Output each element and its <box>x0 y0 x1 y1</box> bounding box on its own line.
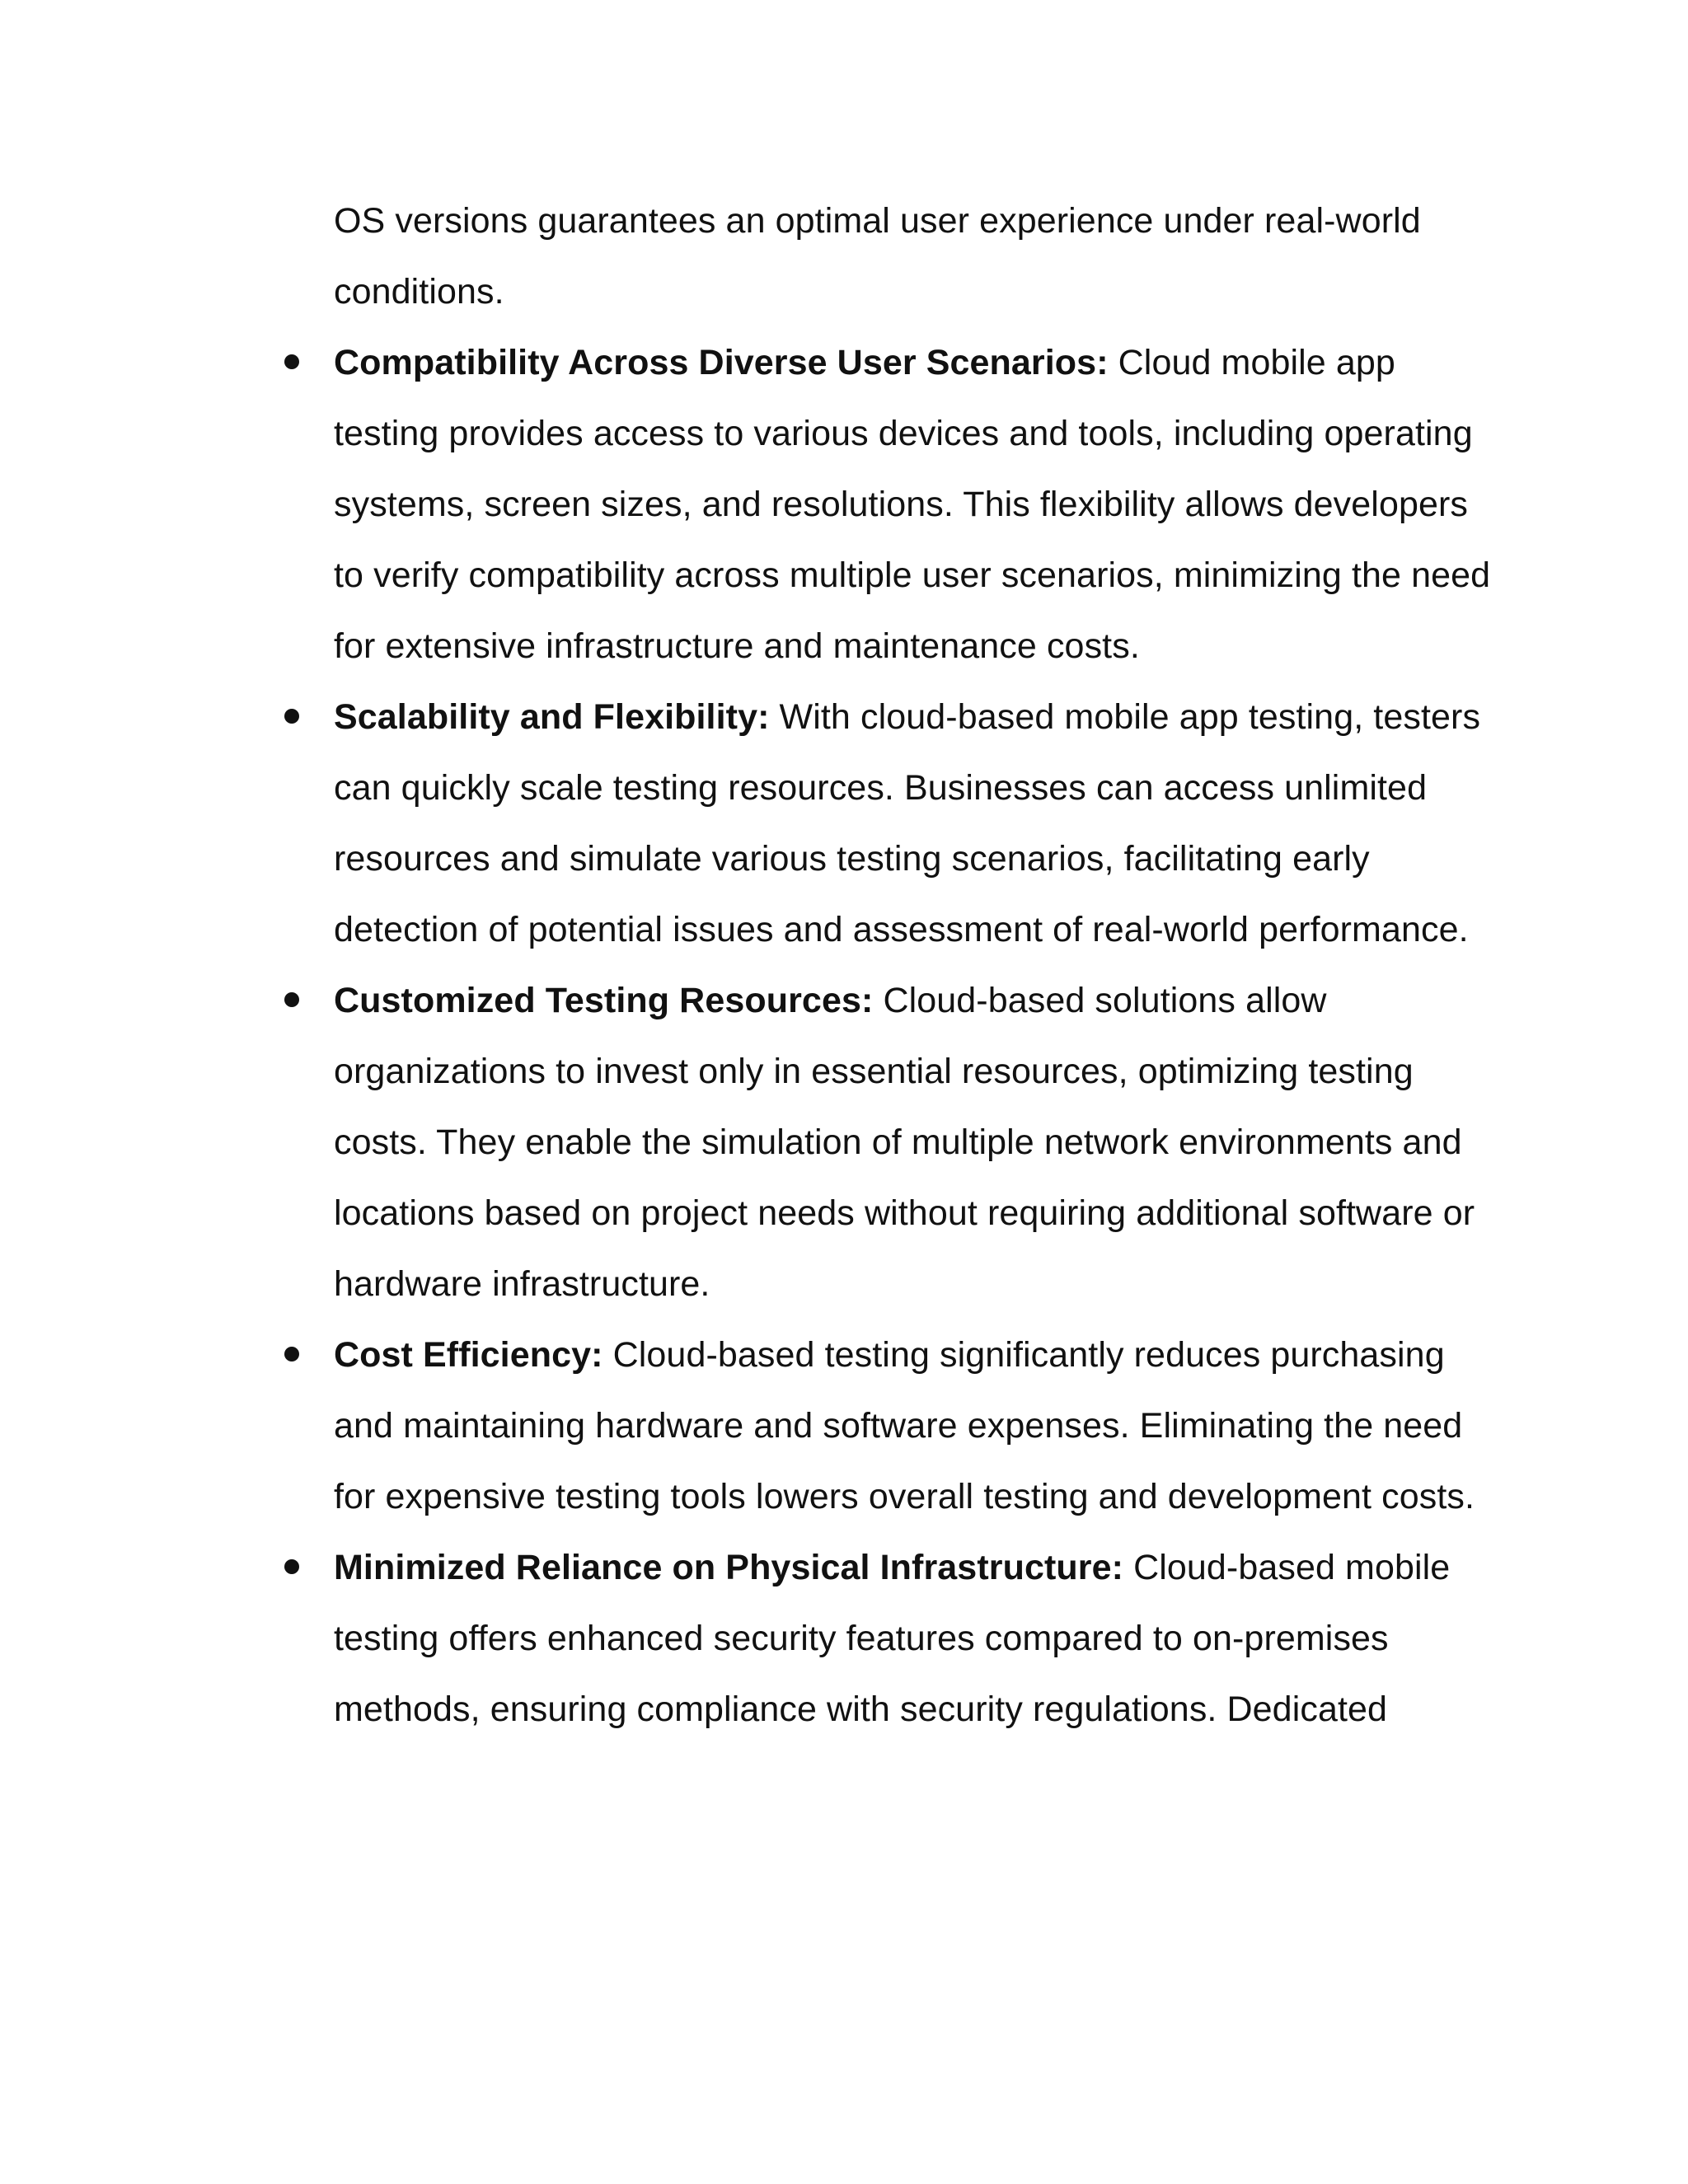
bullet-icon <box>284 1347 299 1361</box>
continuation-paragraph: OS versions guarantees an optimal user experience under real-world conditions. <box>334 201 1421 312</box>
bullet-term: Compatibility Across Diverse User Scenarios: <box>334 343 1118 382</box>
list-item-scalability <box>334 682 1492 965</box>
bullet-text: Cloud mobile app testing provides access to various devices and tools, including operating systems, screen sizes, and resolutions. This flexibility allows developers to verify compatibility across multiple user scenarios, minimizing the need for extensive infrastructure and maintenance costs. <box>334 343 1491 666</box>
bullet-text: Cloud-based testing significantly reduces purchasing and maintaining hardware and software expenses. Eliminating the need for expensive testing tools lowers overall testing and development costs. <box>334 1335 1475 1516</box>
bullet-text: Cloud-based solutions allow organizations to invest only in essential resources, optimizing testing costs. They enable the simulation of multiple network environments and locations based on project needs without requiring additional software or hardware infrastructure. <box>334 981 1475 1304</box>
bullet-term: Minimized Reliance on Physical Infrastructure: <box>334 1548 1134 1587</box>
bullet-icon <box>284 1559 299 1574</box>
bullet-term: Cost Efficiency: <box>334 1335 613 1375</box>
bullet-text: With cloud-based mobile app testing, testers can quickly scale testing resources. Businesses can access unlimited resources and simulate various testing scenarios, facilitating early detection of potential issues and assessment of real-world performance. <box>334 697 1481 949</box>
bullet-term: Customized Testing Resources: <box>334 981 884 1020</box>
list-item-customized-resources <box>334 965 1492 1319</box>
document-body <box>334 185 1492 1745</box>
list-item-compatibility <box>334 327 1492 682</box>
bullet-text: Cloud-based mobile testing offers enhanced security features compared to on-premises methods, ensuring compliance with security regulations. Dedicated <box>334 1548 1451 1729</box>
benefits-bullet-list <box>334 327 1492 1745</box>
list-item-cost-efficiency <box>334 1319 1492 1532</box>
list-item-minimized-reliance <box>334 1532 1492 1745</box>
bullet-term: Scalability and Flexibility: <box>334 697 780 737</box>
bullet-icon <box>284 709 299 724</box>
bullet-icon <box>284 992 299 1007</box>
bullet-icon <box>284 354 299 369</box>
